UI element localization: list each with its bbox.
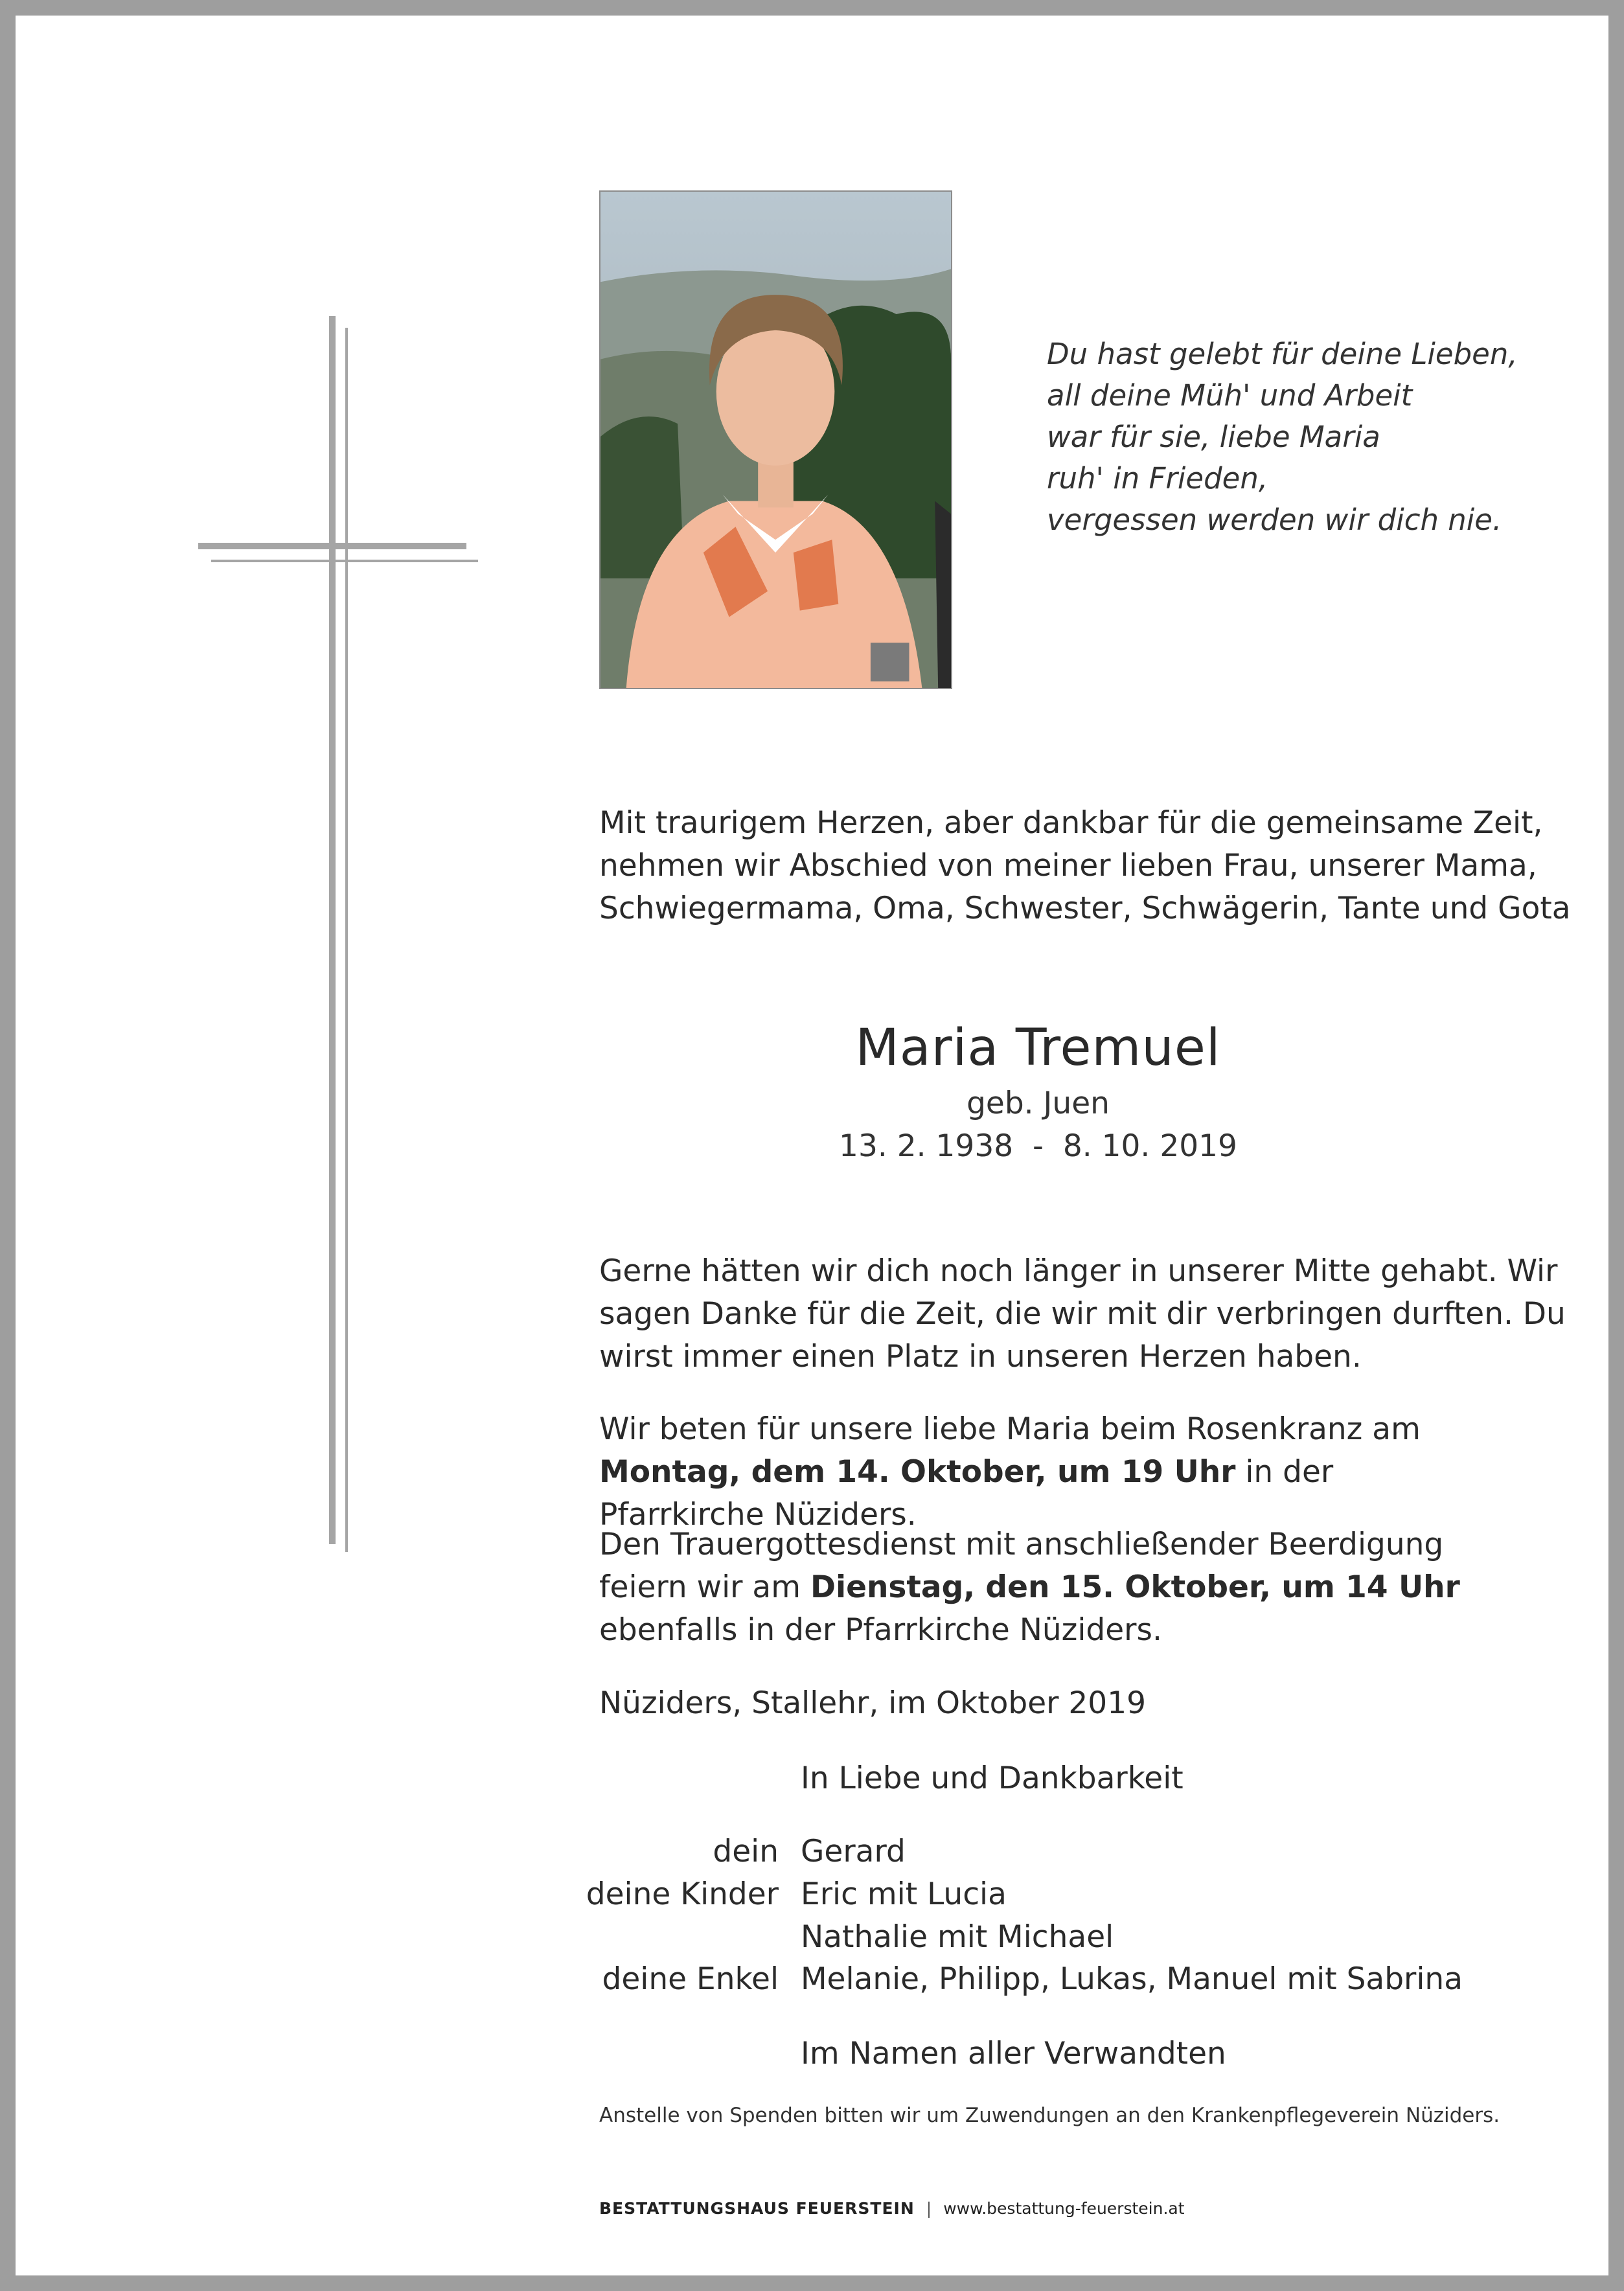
poem-line: vergessen werden wir dich nie. — [1047, 503, 1502, 537]
life-dates: 13. 2. 1938 - 8. 10. 2019 — [839, 1128, 1237, 1164]
poem-line: all deine Müh' und Arbeit — [1047, 378, 1413, 413]
intro-line: nehmen wir Abschied von meiner lieben Frau, unserer Mama, — [599, 848, 1537, 883]
mourner-names: Nathalie mit Michael — [801, 1919, 1114, 1955]
rosary-place: in der Pfarrkirche Nüziders. — [599, 1454, 1334, 1533]
footer — [599, 2196, 1185, 2222]
rosary-date: Montag, dem 14. Oktober, um 19 Uhr — [599, 1454, 1236, 1490]
message-line: sagen Danke für die Zeit, die wir mit dir verbringen durften. Du — [599, 1296, 1566, 1332]
portrait-photo — [599, 190, 952, 689]
memorial-poem — [1047, 334, 1518, 541]
poem-line: Du hast gelebt für deine Lieben, — [1047, 337, 1518, 371]
deceased-name: Maria Tremuel — [855, 1019, 1221, 1077]
intro-text — [599, 802, 1571, 930]
poem-line: ruh' in Frieden, — [1047, 461, 1268, 496]
mourner-names: Melanie, Philipp, Lukas, Manuel mit Sabrina — [801, 1961, 1463, 1997]
footer-separator: | — [926, 2199, 932, 2218]
birth-name: geb. Juen — [966, 1086, 1110, 1121]
mourner-names: Gerard — [801, 1834, 906, 1869]
mourner-label: deine Kinder — [586, 1876, 779, 1912]
footer-website: www.bestattung-feuerstein.at — [943, 2199, 1185, 2218]
rosary-text: Wir beten für unsere liebe Maria beim Rosenkranz am — [599, 1411, 1421, 1447]
place-date: Nüziders, Stallehr, im Oktober 2019 — [599, 1685, 1147, 1721]
funeral-info — [599, 1523, 1480, 1652]
intro-line: Schwiegermama, Oma, Schwester, Schwägerin, Tante und Gota — [599, 891, 1571, 926]
closing-line: In Liebe und Dankbarkeit — [801, 1761, 1184, 1796]
footer-company: BESTATTUNGSHAUS FEUERSTEIN — [599, 2199, 915, 2218]
rosary-info — [599, 1408, 1480, 1536]
mourner-label: deine Enkel — [602, 1961, 779, 1997]
donation-note: Anstelle von Spenden bitten wir um Zuwendungen an den Krankenpflegeverein Nüziders. — [599, 2104, 1500, 2127]
farewell-message — [599, 1250, 1566, 1378]
message-line: Gerne hätten wir dich noch länger in unserer Mitte gehabt. Wir — [599, 1253, 1558, 1289]
poem-line: war für sie, liebe Maria — [1047, 420, 1380, 454]
funeral-text: Den Trauergottesdienst mit anschließender Beerdigung feiern wir am — [599, 1527, 1444, 1605]
message-line: wirst immer einen Platz in unseren Herzen haben. — [599, 1339, 1362, 1374]
mourner-names: Eric mit Lucia — [801, 1876, 1007, 1912]
funeral-place: ebenfalls in der Pfarrkirche Nüziders. — [599, 1612, 1162, 1648]
mourner-label: dein — [713, 1834, 779, 1869]
relatives-line: Im Namen aller Verwandten — [801, 2036, 1226, 2071]
intro-line: Mit traurigem Herzen, aber dankbar für die gemeinsame Zeit, — [599, 805, 1543, 841]
funeral-date: Dienstag, den 15. Oktober, um 14 Uhr — [810, 1569, 1460, 1605]
